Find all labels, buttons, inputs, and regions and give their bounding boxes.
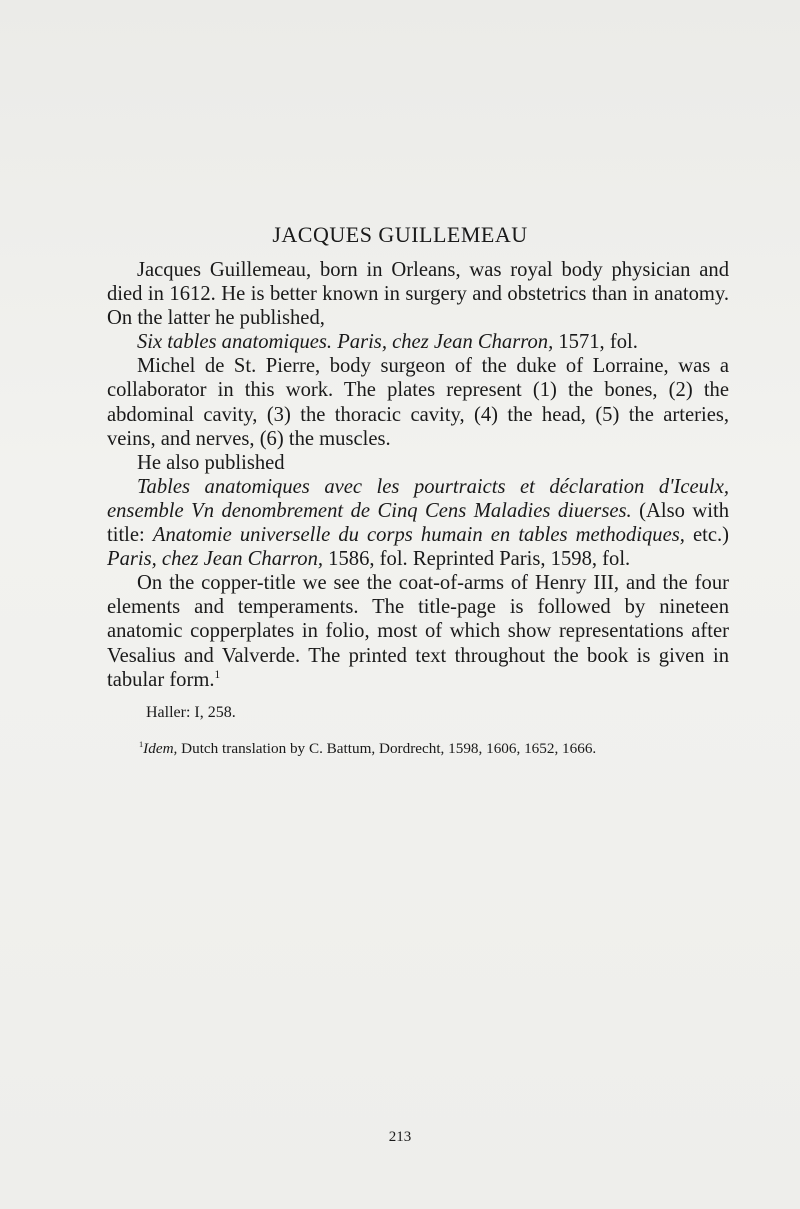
citation-six-tables-title: Six tables anatomiques. Paris, chez Jean Charron, <box>137 331 554 354</box>
paragraph-intro: Jacques Guillemeau, born in Orleans, was royal body physician and died in 1612. He is better known in surgery and obstetrics than in anatomy. On the latter he published, <box>107 259 729 330</box>
footnote-text: Dutch translation by C. Battum, Dordrecht, 1598, 1606, 1652, 1666. <box>177 740 597 757</box>
citation-tables-alt-title: Anatomie universelle du corps humain en tables methodiques, <box>152 524 685 547</box>
paragraph-copper-title <box>107 571 729 691</box>
citation-tables-publisher: Paris, chez Jean Charron, <box>107 548 324 571</box>
citation-tables-anatomiques <box>107 475 729 571</box>
citation-tables-also: (Also with title: <box>107 499 729 547</box>
paragraph-collaborator: Michel de St. Pierre, body surgeon of the duke of Lorraine, was a collaborator in this work. The plates represent (1) the bones, (2) the abdominal cavity, (3) the thoracic cavity, (4) the head, (5) the arteries, veins, and nerves, (6) the muscles. <box>107 355 729 450</box>
paragraph-also-published: He also published <box>137 451 285 474</box>
citation-six-tables <box>107 330 729 354</box>
footnote <box>139 740 596 758</box>
haller-reference: Haller: I, 258. <box>146 704 236 721</box>
citation-tables-etc: etc.) <box>684 524 729 547</box>
paragraph-copper-title-text: On the copper-title we see the coat-of-arms of Henry III, and the four elements and temperaments. The title-page is followed by nineteen anatomic copperplates in folio, most of which show representations after Vesalius and Valverde. The printed text throughout the book is given in tabular form. <box>107 572 729 691</box>
body-text <box>107 258 729 692</box>
page-number: 213 <box>388 1129 412 1145</box>
citation-six-tables-details: 1571, fol. <box>553 331 638 354</box>
chapter-title: JACQUES GUILLEMEAU <box>272 222 528 247</box>
footnote-number: 1 <box>139 739 144 749</box>
footnote-idem: Idem, <box>143 740 178 757</box>
footnote-marker: 1 <box>214 668 221 681</box>
citation-tables-title: Tables anatomiques avec les pourtraicts et déclaration d'Iceulx, ensemble Vn denombrement de Cinq Cens Maladies diuerses. <box>107 475 729 522</box>
citation-tables-dates: 1586, fol. Reprinted Paris, 1598, fol. <box>323 548 631 571</box>
